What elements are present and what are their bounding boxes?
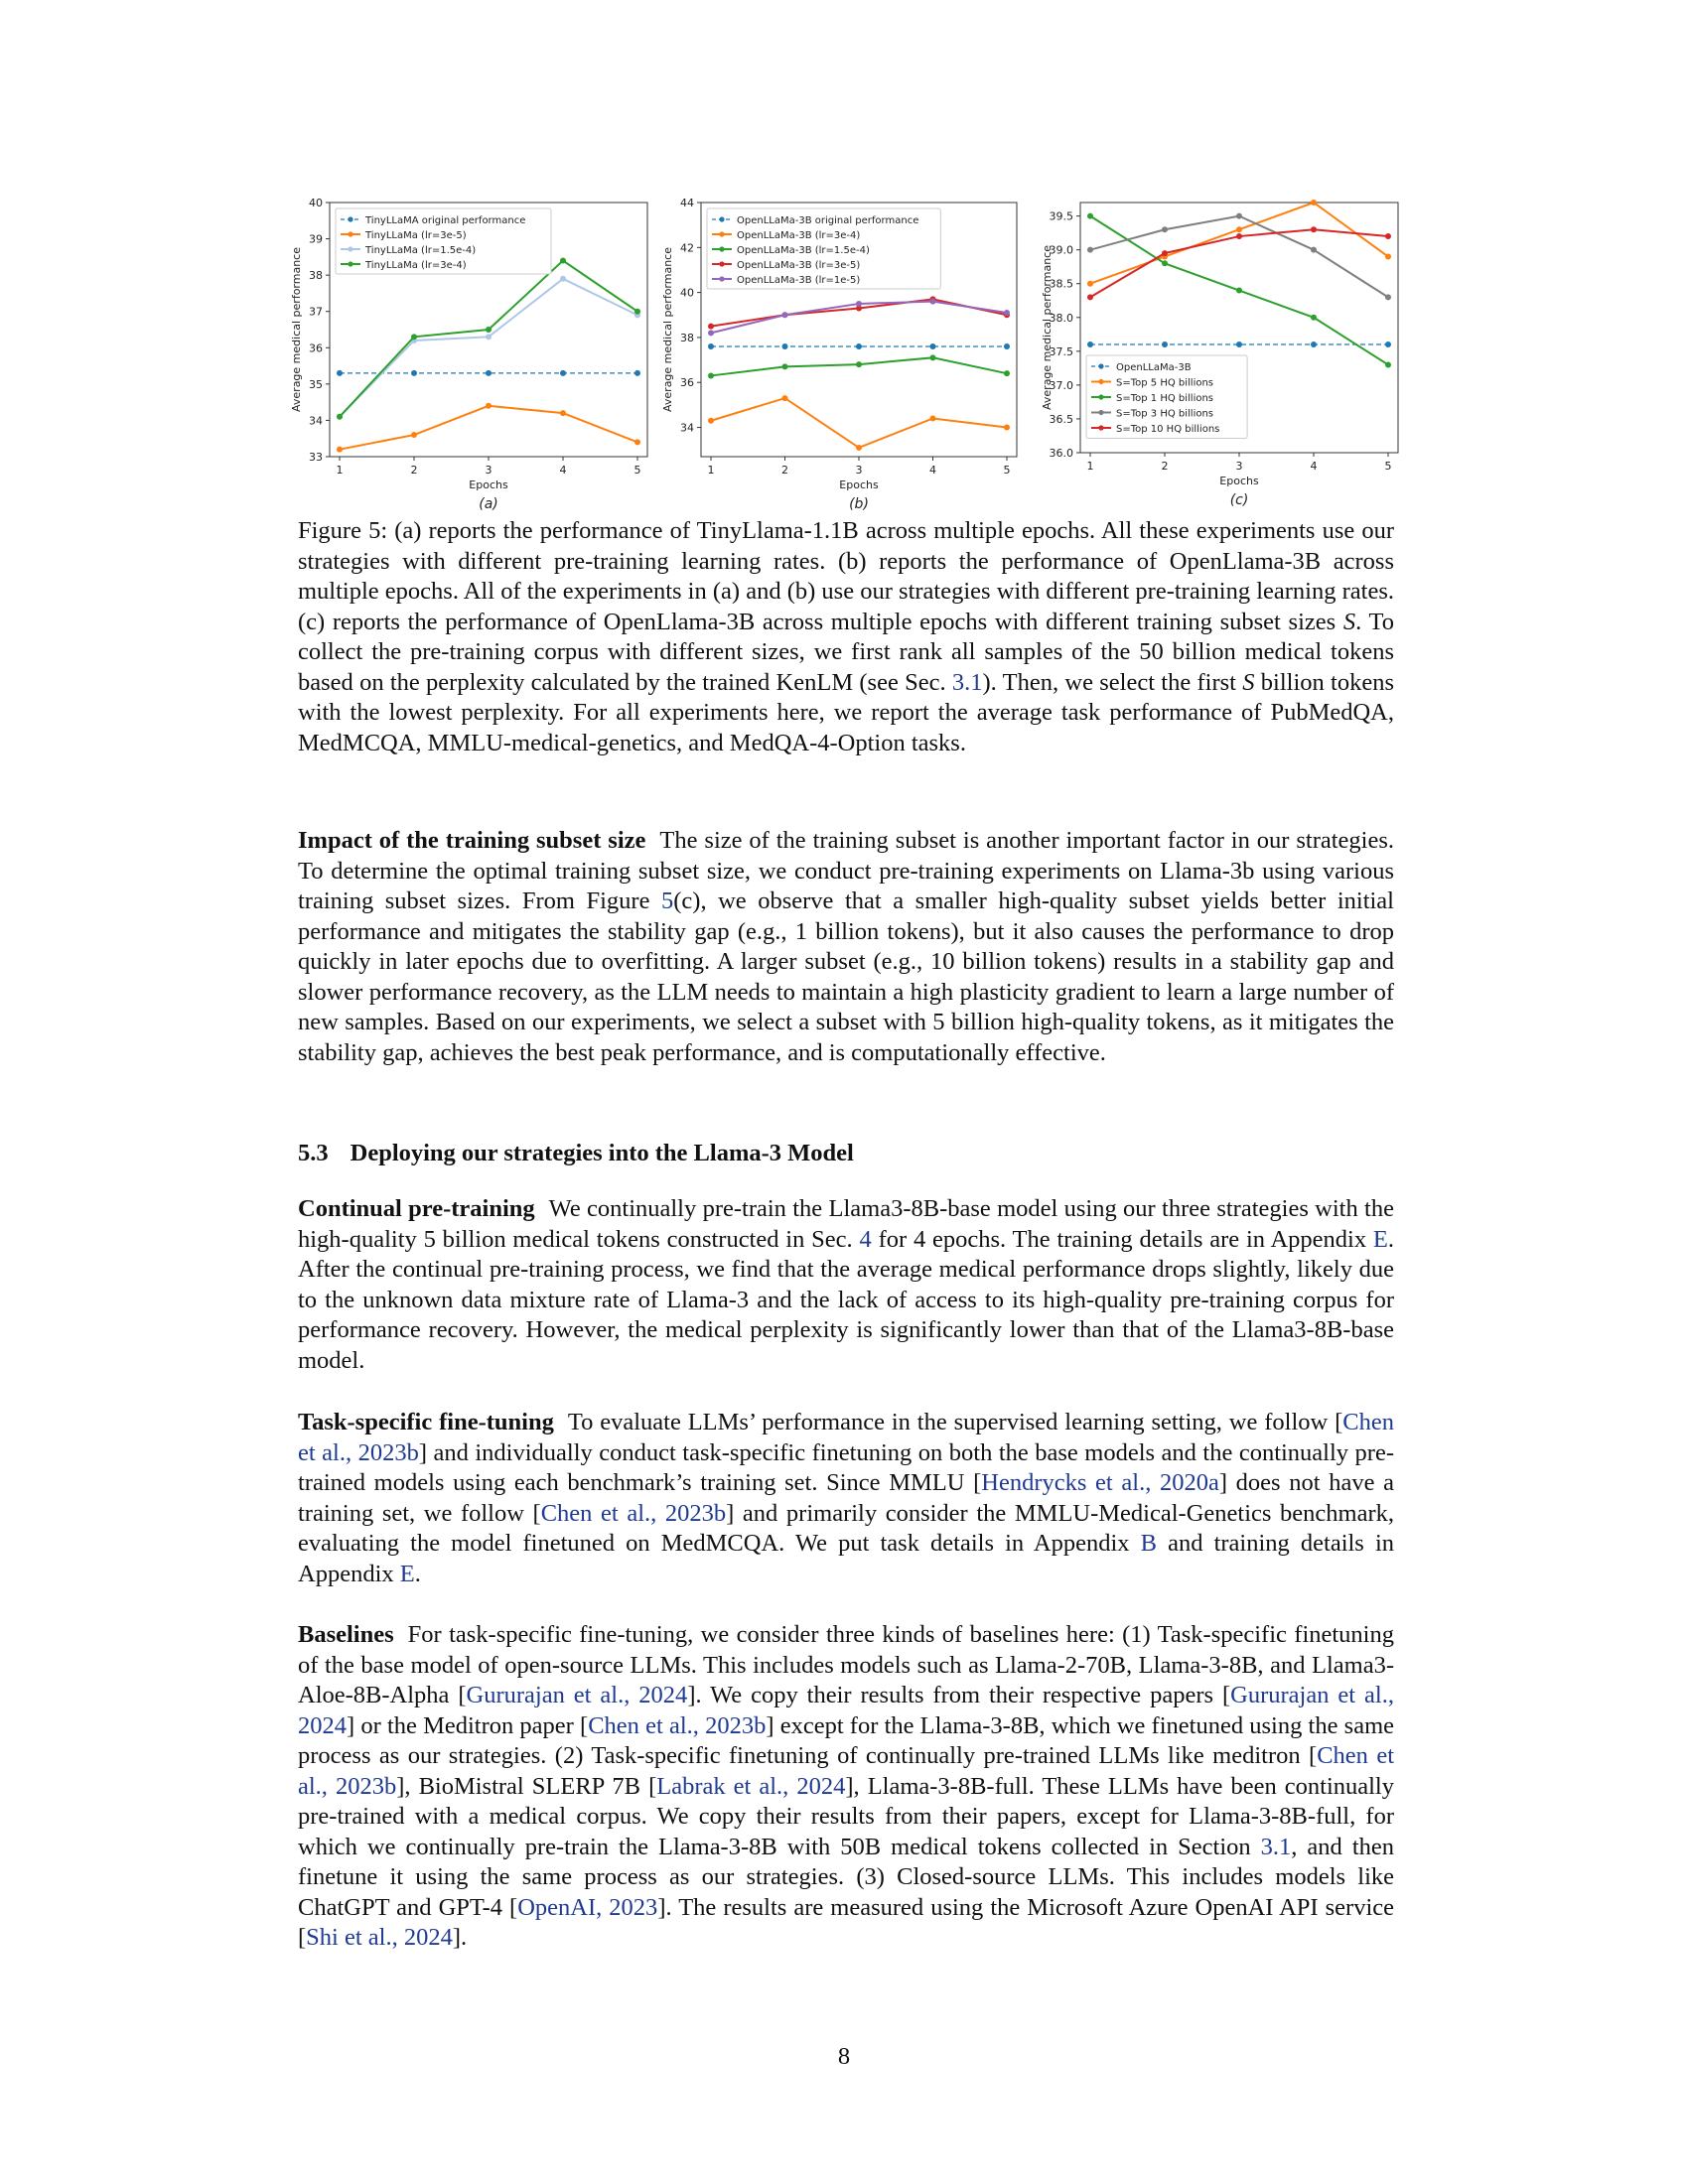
x-tick-label: 1 <box>336 464 344 477</box>
citation-link[interactable]: Labrak et al., 2024 <box>656 1772 846 1800</box>
legend-entry: OpenLLaMa-3B <box>1116 362 1192 373</box>
y-tick-label: 37.5 <box>1049 344 1073 358</box>
x-tick-label: 1 <box>1086 460 1094 473</box>
data-point <box>486 334 492 340</box>
y-tick-label: 40 <box>680 286 694 300</box>
data-point <box>337 447 343 453</box>
legend-marker <box>1098 410 1103 415</box>
paragraph-heading: Continual pre-training <box>298 1195 535 1222</box>
caption-text: ). Then, we select the first <box>982 668 1243 696</box>
citation-link[interactable]: Chen et al., 2023b <box>298 1742 1395 1800</box>
data-point <box>708 343 714 349</box>
citation-link[interactable]: Chen et al., 2023b <box>588 1711 767 1739</box>
paragraph-baselines <box>298 1620 1394 1954</box>
legend-marker <box>1098 425 1103 430</box>
x-axis-label: Epochs <box>469 478 508 491</box>
data-point <box>708 324 714 330</box>
figure-ref-link[interactable]: 5 <box>661 887 674 914</box>
y-tick-label: 35 <box>309 377 323 391</box>
plot-area <box>661 197 1017 512</box>
paragraph-text: ] except for the Llama-3-8B, which we finetuned using the same process as our strategies. (2) Task-specific finetuning of continually pre-trained LLMs like meditron [ <box>298 1711 1395 1769</box>
legend-marker <box>1098 394 1103 399</box>
x-tick-label: 4 <box>559 464 567 477</box>
chart-a <box>288 195 655 522</box>
legend-entry: S=Top 1 HQ billions <box>1116 393 1214 404</box>
chart-a-svg <box>288 195 655 522</box>
legend-entry: TinyLLaMa (lr=1.5e-4) <box>365 245 477 256</box>
caption-text: Figure 5: (a) reports the performance of TinyLlama-1.1B across multiple epochs. All these experiments use our strategies with different pre-training learning rates. (b) reports the performance of OpenLlama-3B across multiple epochs. All of the experiments in (a) and (b) use our strategies with different pre-training learning rates. (c) reports the performance of OpenLlama-3B across multiple epochs with different training subset sizes <box>298 517 1394 635</box>
x-tick-label: 4 <box>1310 460 1318 473</box>
data-point <box>1385 341 1391 347</box>
data-point <box>337 370 343 376</box>
section-ref-link[interactable]: 3.1 <box>1260 1833 1292 1860</box>
legend-marker <box>719 246 724 251</box>
legend-marker <box>348 246 352 251</box>
plot-area <box>290 197 647 512</box>
data-point <box>1236 226 1242 232</box>
data-point <box>1087 213 1093 219</box>
citation-link[interactable]: Gururajan et al., 2024 <box>466 1682 688 1708</box>
data-point <box>856 343 862 349</box>
caption-math: S <box>1242 668 1255 696</box>
legend-marker <box>348 231 352 236</box>
chart-c-svg <box>1031 195 1406 522</box>
y-tick-label: 34 <box>680 421 694 435</box>
paragraph-text: We continually pre-train the Llama3-8B-base model using our three strategies with the high-quality 5 billion medical tokens constructed in Sec. <box>298 1195 1394 1253</box>
section-number: 5.3 <box>298 1140 329 1166</box>
data-point <box>930 415 936 421</box>
data-point <box>486 327 492 333</box>
data-point <box>1004 343 1010 349</box>
data-point <box>708 418 714 424</box>
data-point <box>634 370 640 376</box>
data-point <box>1162 341 1168 347</box>
data-point <box>1311 200 1317 205</box>
section-ref-link[interactable]: 3.1 <box>951 668 983 696</box>
legend-marker <box>348 216 352 221</box>
figure-caption <box>298 516 1394 758</box>
y-tick-label: 34 <box>309 414 323 428</box>
x-tick-label: 1 <box>707 464 715 477</box>
data-point <box>1087 341 1093 347</box>
legend-marker <box>1098 363 1103 368</box>
paragraph-text: ] and primarily consider the MMLU-Medical-Genetics benchmark, evaluating the model finetuned on MedMCQA. We put task details in Appendix <box>298 1499 1394 1557</box>
data-point <box>1311 315 1317 321</box>
paragraph-text: (c), we observe that a smaller high-quality subset yields better initial performance and mitigates the stability gap (e.g., 1 billion tokens), but it also causes the performance to drop quickly in later epochs due to overfitting. A larger subset (e.g., 10 billion tokens) results in a stability gap and slower performance recovery, as the LLM needs to maintain a high plasticity gradient to learn a large number of new samples. Based on our experiments, we select a subset with 5 billion high-quality tokens, as it mitigates the stability gap, achieves the best peak performance, and is computationally effective. <box>298 887 1394 1066</box>
citation-link[interactable]: OpenAI, 2023 <box>517 1893 658 1921</box>
y-tick-label: 44 <box>680 197 694 209</box>
section-title: Deploying our strategies into the Llama-3 Model <box>350 1140 854 1166</box>
chart-b-svg <box>661 195 1029 522</box>
paragraph-text: ] or the Meditron paper [ <box>347 1711 589 1739</box>
data-point <box>1385 253 1391 259</box>
paragraph-text: for 4 epochs. The training details are in Appendix <box>871 1225 1373 1253</box>
citation-link[interactable]: Chen et al., 2023b <box>298 1409 1394 1466</box>
paragraph-text: To evaluate LLMs’ performance in the supervised learning setting, we follow [ <box>567 1409 1343 1435</box>
paragraph-text: ]. The results are measured using the Microsoft Azure OpenAI API service [ <box>298 1893 1394 1951</box>
y-tick-label: 36 <box>680 376 694 390</box>
data-point <box>1087 294 1093 300</box>
y-tick-label: 39 <box>309 232 323 246</box>
y-tick-label: 38.5 <box>1049 277 1073 291</box>
data-point <box>634 309 640 315</box>
legend-entry: OpenLLaMa-3B (lr=1.5e-4) <box>737 245 870 256</box>
y-tick-label: 38.0 <box>1049 311 1073 325</box>
paragraph-text: and training details in Appendix <box>298 1530 1394 1587</box>
page-number: 8 <box>837 2043 851 2070</box>
x-tick-label: 2 <box>1161 460 1169 473</box>
legend <box>336 208 551 274</box>
data-point <box>930 299 936 305</box>
data-point <box>782 363 788 369</box>
x-tick-label: 5 <box>633 464 641 477</box>
data-point <box>634 439 640 445</box>
data-point <box>856 361 862 367</box>
paragraph-task-finetuning <box>298 1408 1394 1589</box>
x-tick-label: 2 <box>410 464 418 477</box>
paragraph-heading: Task-specific fine-tuning <box>298 1409 554 1435</box>
data-point <box>337 414 343 420</box>
y-axis-label: Average medical performance <box>290 247 303 412</box>
data-point <box>1162 250 1168 256</box>
data-point <box>411 370 417 376</box>
y-tick-label: 36.0 <box>1049 447 1073 460</box>
appendix-ref-link[interactable]: E <box>1372 1225 1388 1253</box>
y-tick-label: 36 <box>309 341 323 355</box>
citation-link[interactable]: Hendrycks et al., 2020a <box>981 1469 1219 1496</box>
data-point <box>1004 310 1010 316</box>
panel-label: (c) <box>1229 492 1249 508</box>
legend-marker <box>1098 379 1103 384</box>
data-point <box>1162 260 1168 266</box>
data-point <box>1236 233 1242 239</box>
data-point <box>1385 294 1391 300</box>
legend-entry: S=Top 10 HQ billions <box>1116 424 1220 435</box>
x-tick-label: 3 <box>1235 460 1243 473</box>
data-point <box>856 445 862 451</box>
data-point <box>560 258 566 264</box>
x-tick-label: 5 <box>1003 464 1011 477</box>
y-tick-label: 39.5 <box>1049 209 1073 223</box>
legend-entry: OpenLLaMa-3B (lr=3e-4) <box>737 230 861 241</box>
x-axis-label: Epochs <box>1219 475 1259 487</box>
y-tick-label: 33 <box>309 451 323 464</box>
y-axis-label: Average medical performance <box>1041 245 1054 410</box>
data-point <box>782 343 788 349</box>
y-tick-label: 42 <box>680 241 694 255</box>
data-point <box>1087 281 1093 287</box>
legend-entry: TinyLLaMA original performance <box>365 215 526 226</box>
legend-entry: TinyLLaMa (lr=3e-4) <box>365 260 467 271</box>
plot-area <box>1041 200 1398 508</box>
x-tick-label: 4 <box>929 464 936 477</box>
paragraph-text: ]. <box>452 1924 468 1951</box>
section-ref-link[interactable]: 4 <box>859 1225 872 1253</box>
paragraph-text: For task-specific fine-tuning, we consider three kinds of baselines here: (1) Task-specific finetuning of the base model of open-source LLMs. This includes models such as Llama-2-70B, Llama-3-8B, and Llama3-Aloe-8B-Alpha [ <box>298 1621 1394 1708</box>
citation-link[interactable]: Shi et al., 2024 <box>306 1924 453 1951</box>
legend <box>707 208 940 289</box>
data-point <box>930 354 936 360</box>
data-point <box>1236 213 1242 219</box>
data-point <box>411 334 417 340</box>
legend-entry: TinyLLaMa (lr=3e-5) <box>365 230 467 241</box>
y-tick-label: 40 <box>309 197 323 209</box>
paragraph-continual-pretraining <box>298 1194 1394 1376</box>
x-tick-label: 2 <box>781 464 788 477</box>
panel-label: (a) <box>479 496 498 512</box>
data-point <box>708 372 714 378</box>
caption-text: . To collect the pre-training corpus with different sizes, we first rank all samples of the 50 billion medical tokens based on the perplexity calculated by the trained KenLM (see Sec. <box>298 608 1394 696</box>
legend-marker <box>719 261 724 266</box>
paragraph-heading: Impact of the training subset size <box>298 827 646 854</box>
data-point <box>856 301 862 307</box>
paragraph-subset-size <box>298 826 1394 1068</box>
data-point <box>486 403 492 409</box>
x-axis-label: Epochs <box>839 478 879 491</box>
data-point <box>1004 370 1010 376</box>
citation-link[interactable]: Chen et al., 2023b <box>540 1499 727 1527</box>
data-point <box>708 330 714 336</box>
citation-link[interactable]: Gururajan et al., 2024 <box>298 1682 1394 1739</box>
paragraph-text: ], Llama-3-8B-full. These LLMs have been continually pre-trained with a medical corpus. We copy their results from their papers, except for Llama-3-8B-full, for which we continually pre-train the Llama-3-8B with 50B medical tokens collected in Section <box>298 1772 1394 1860</box>
section-heading <box>298 1140 854 1167</box>
data-point <box>1311 226 1317 232</box>
legend-entry: S=Top 5 HQ billions <box>1116 377 1214 389</box>
legend-marker <box>719 276 724 281</box>
x-tick-label: 3 <box>485 464 492 477</box>
data-point <box>560 370 566 376</box>
appendix-ref-link[interactable]: B <box>1140 1530 1157 1557</box>
paragraph-text: . <box>414 1560 421 1587</box>
data-point <box>1236 288 1242 294</box>
data-point <box>560 276 566 282</box>
data-point <box>411 432 417 438</box>
y-axis-label: Average medical performance <box>661 247 674 412</box>
y-tick-label: 39.0 <box>1049 243 1073 257</box>
data-point <box>1385 233 1391 239</box>
paragraph-text: The size of the training subset is another important factor in our strategies. To determine the optimal training subset size, we conduct pre-training experiments on Llama-3b using various training subset sizes. From Figure <box>298 827 1394 914</box>
legend-marker <box>348 261 352 266</box>
legend-marker <box>719 231 724 236</box>
x-tick-label: 3 <box>855 464 863 477</box>
y-tick-label: 37.0 <box>1049 378 1073 392</box>
data-point <box>930 343 936 349</box>
paragraph-text: ] does not have a training set, we follow [ <box>298 1469 1394 1527</box>
y-tick-label: 38 <box>309 269 323 283</box>
legend-entry: S=Top 3 HQ billions <box>1116 408 1214 420</box>
legend <box>1086 355 1247 439</box>
paragraph-text: . After the continual pre-training process, we find that the average medical performance drops slightly, likely due to the unknown data mixture rate of Llama-3 and the lack of access to its high-quality pre-training corpus for performance recovery. However, the medical perplexity is significantly lower than that of the Llama3-8B-base model. <box>298 1225 1394 1374</box>
y-tick-label: 36.5 <box>1049 412 1073 426</box>
data-point <box>1162 226 1168 232</box>
legend-entry: OpenLLaMa-3B (lr=3e-5) <box>737 260 861 271</box>
caption-text: billion tokens with the lowest perplexity. For all experiments here, we report the average task performance of PubMedQA, MedMCQA, MMLU-medical-genetics, and MedQA-4-Option tasks. <box>298 668 1395 756</box>
data-point <box>782 395 788 401</box>
y-tick-label: 38 <box>680 331 694 344</box>
paragraph-text: ] and individually conduct task-specific finetuning on both the base models and the continually pre-trained models using each benchmark’s training set. Since MMLU [ <box>298 1438 1394 1496</box>
data-point <box>560 410 566 416</box>
data-point <box>1087 247 1093 253</box>
data-point <box>782 312 788 318</box>
paragraph-heading: Baselines <box>298 1621 394 1648</box>
data-point <box>486 370 492 376</box>
caption-math: S <box>1342 608 1356 635</box>
data-point <box>1236 341 1242 347</box>
data-point <box>1311 341 1317 347</box>
paragraph-text: ]. We copy their results from their respective papers [ <box>687 1682 1231 1708</box>
legend-marker <box>719 216 724 221</box>
paragraph-text: ], BioMistral SLERP 7B [ <box>396 1772 657 1800</box>
legend-entry: OpenLLaMa-3B (lr=1e-5) <box>737 275 861 286</box>
x-tick-label: 5 <box>1384 460 1392 473</box>
y-tick-label: 37 <box>309 305 323 319</box>
chart-c <box>1031 195 1406 522</box>
data-point <box>1385 361 1391 367</box>
chart-b <box>661 195 1029 522</box>
appendix-ref-link[interactable]: E <box>399 1560 415 1587</box>
panel-label: (b) <box>849 496 869 512</box>
legend-entry: OpenLLaMa-3B original performance <box>737 215 919 226</box>
figure-5 <box>288 195 1405 522</box>
paragraph-text: , and then finetune it using the same process as our strategies. (3) Closed-source LLMs. This includes models like ChatGPT and GPT-4 [ <box>298 1833 1394 1921</box>
data-point <box>1311 247 1317 253</box>
data-point <box>1004 425 1010 431</box>
